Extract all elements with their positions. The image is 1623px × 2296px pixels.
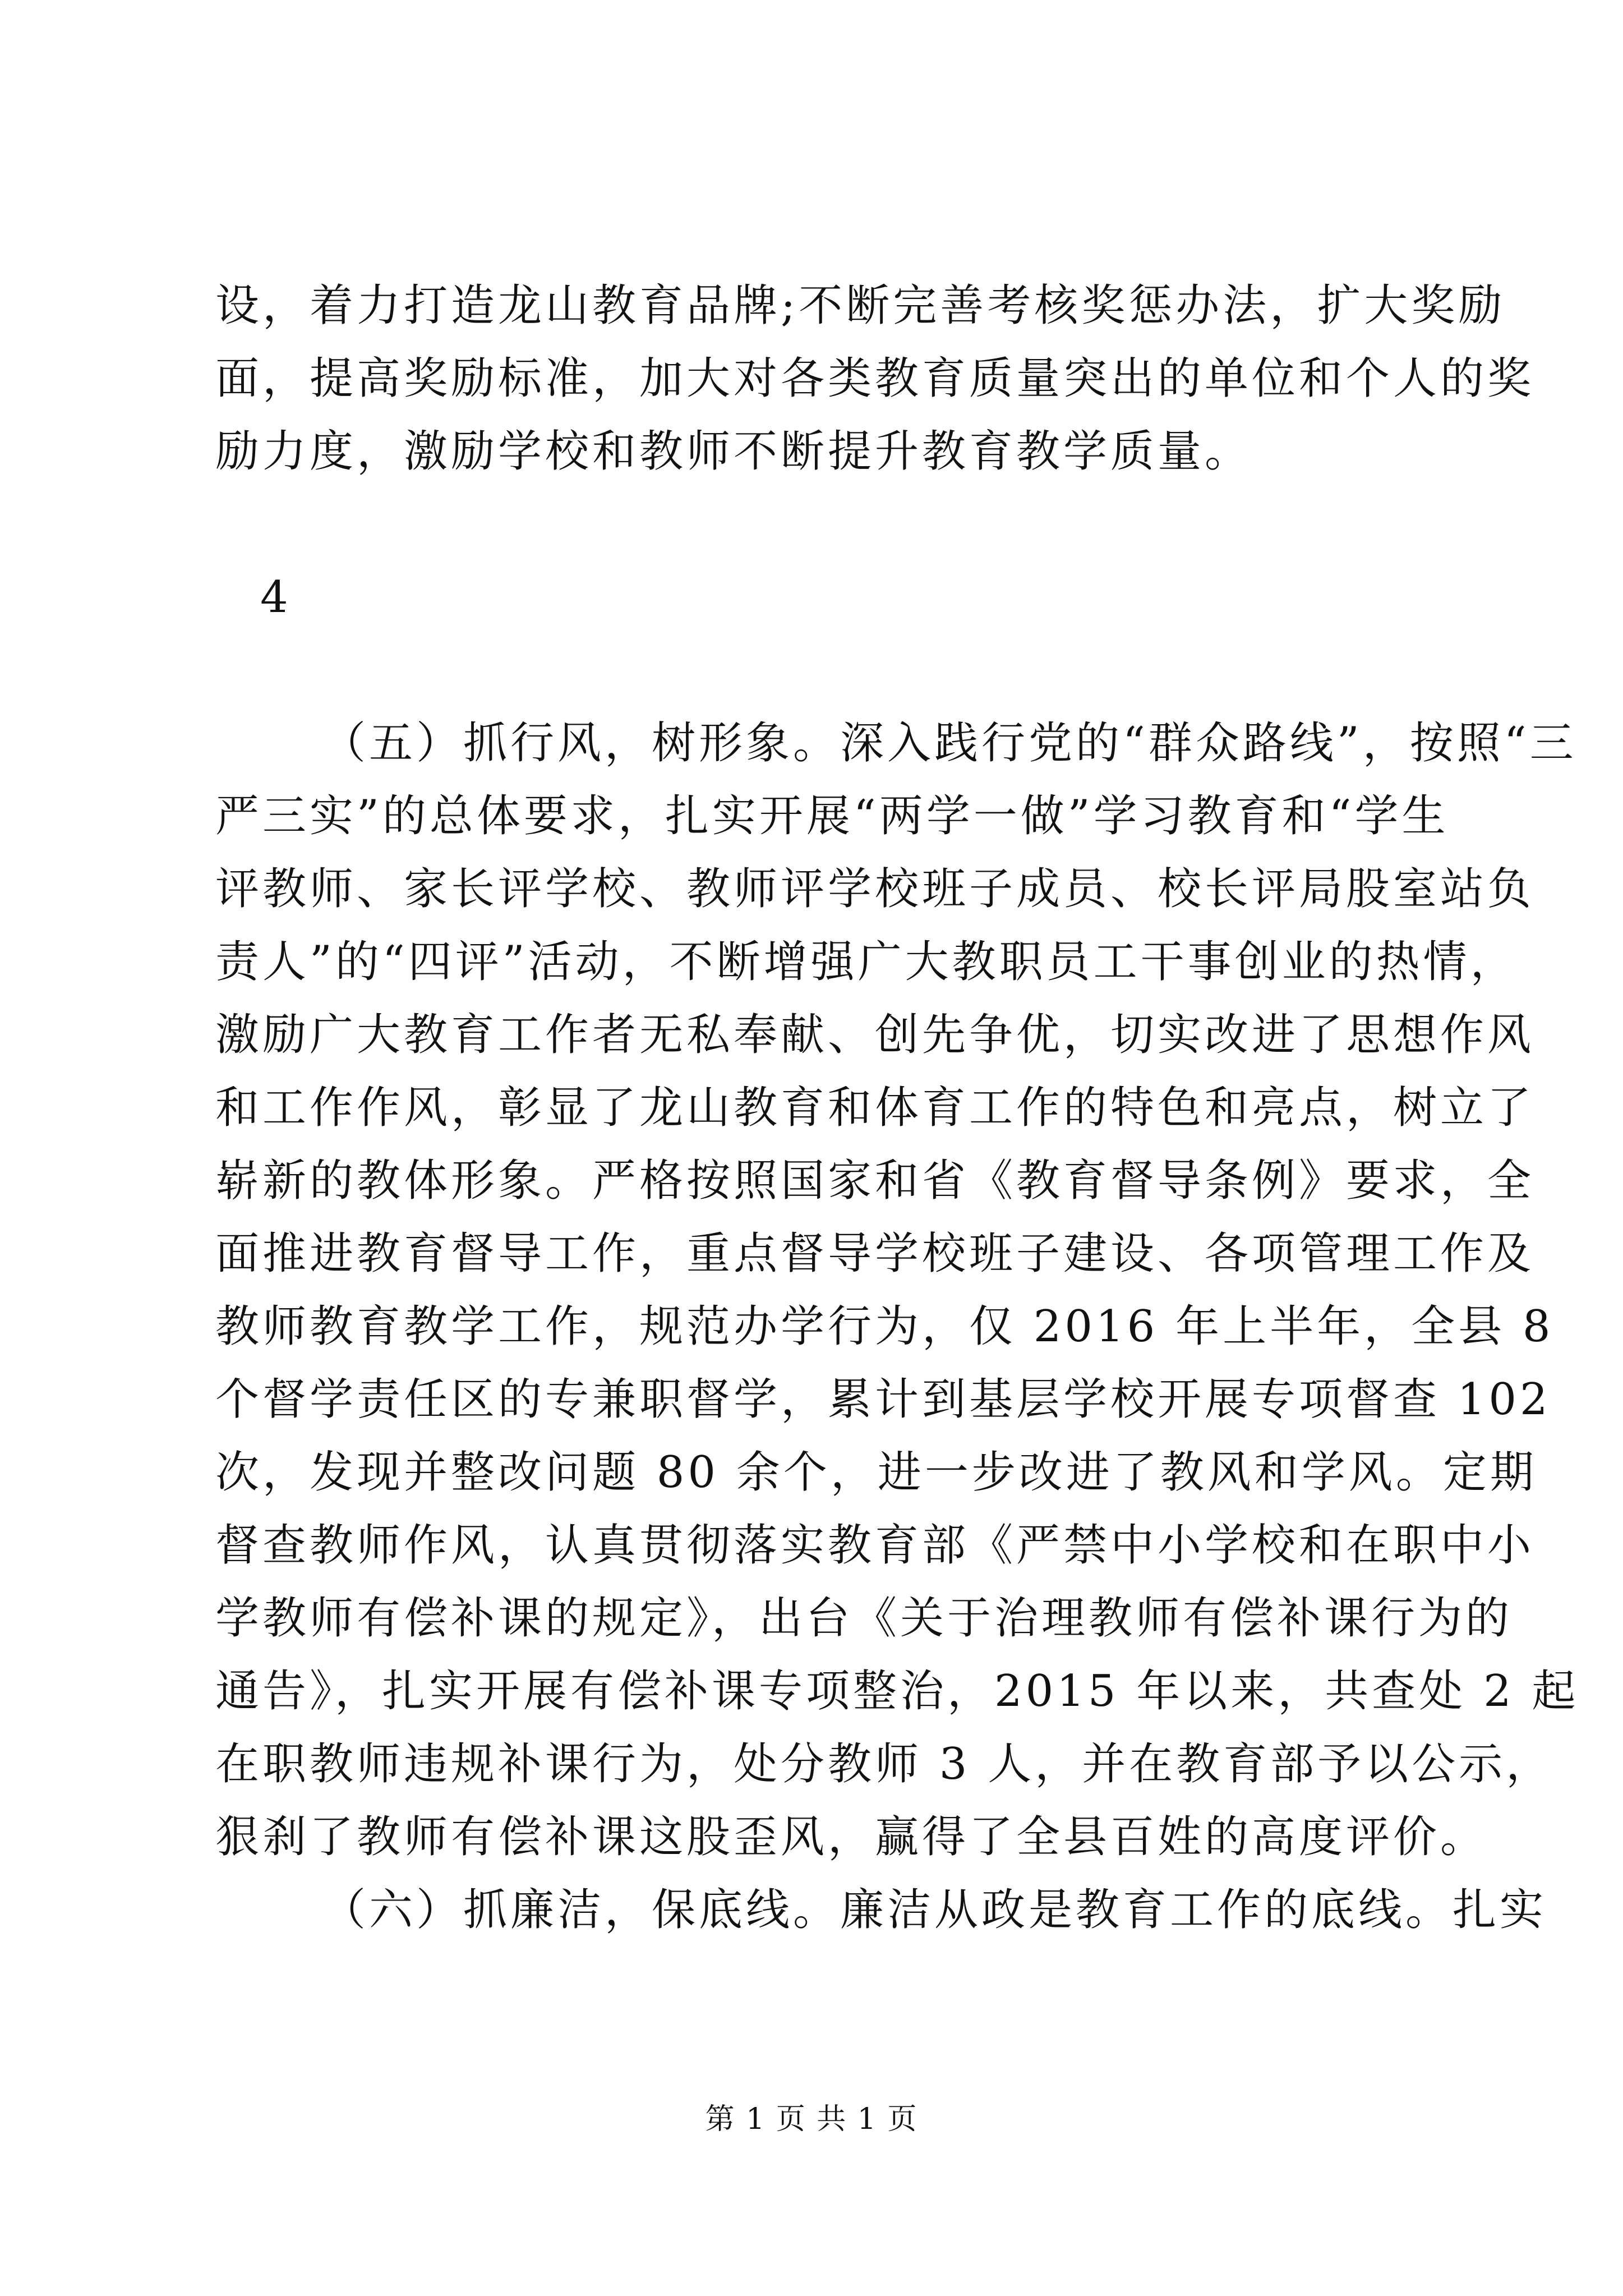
section-heading-line: （六）抓廉洁，保底线。廉洁从政是教育工作的底线。扎实	[322, 1885, 1547, 1935]
page-footer: 第 1 页 共 1 页	[705, 2102, 918, 2136]
section-heading-line: （五）抓行风，树形象。深入践行党的“群众路线”，按照“三	[322, 718, 1577, 769]
paragraph-line: 面推进教育督导工作，重点督导学校班子建设、各项管理工作及	[215, 1228, 1535, 1279]
paragraph-line: 个督学责任区的专兼职督学，累计到基层学校开展专项督查 102	[215, 1374, 1551, 1425]
blank-line	[215, 634, 1410, 707]
paragraph-line: 狠刹了教师有偿补课这股歪风，赢得了全县百姓的高度评价。	[215, 1812, 1488, 1862]
paragraph-line: 和工作作风，彰显了龙山教育和体育工作的特色和亮点，树立了	[215, 1083, 1535, 1133]
paragraph-line: 责人”的“四评”活动，不断增强广大教职员工干事创业的热情，	[215, 937, 1518, 987]
paragraph-line: 学教师有偿补课的规定》，出台《关于治理教师有偿补课行为的	[215, 1593, 1513, 1644]
paragraph-line: 励力度，激励学校和教师不断提升教育教学质量。	[215, 426, 1252, 477]
paragraph-line: 在职教师违规补课行为，处分教师 3 人，并在教育部予以公示，	[215, 1739, 1553, 1789]
paragraph-line: 次，发现并整改问题 80 余个，进一步改进了教风和学风。定期	[215, 1447, 1537, 1498]
paragraph-line: 评教师、家长评学校、教师评学校班子成员、校长评局股室站负	[215, 864, 1535, 914]
paragraph-line: 通告》，扎实开展有偿补课专项整治，2015 年以来，共查处 2 起	[215, 1666, 1579, 1717]
paragraph-line: 激励广大教育工作者无私奉献、创先争优，切实改进了思想作风	[215, 1010, 1535, 1060]
document-body	[215, 269, 1579, 1947]
paragraph-line: 设，着力打造龙山教育品牌;不断完善考核奖惩办法，扩大奖励	[215, 280, 1506, 331]
paragraph-line: 崭新的教体形象。严格按照国家和省《教育督导条例》要求，全	[215, 1156, 1535, 1206]
paragraph-line: 面，提高奖励标准，加大对各类教育质量突出的单位和个人的奖	[215, 353, 1535, 404]
paragraph-line: 严三实”的总体要求，扎实开展“两学一做”学习教育和“学生	[215, 791, 1449, 841]
paragraph-line: 教师教育教学工作，规范办学行为，仅 2016 年上半年，全县 8	[215, 1301, 1554, 1352]
blank-line	[215, 488, 1410, 561]
paragraph-line: 督查教师作风，认真贯彻落实教育部《严禁中小学校和在职中小	[215, 1520, 1535, 1571]
inline-page-marker: 4	[260, 572, 292, 623]
